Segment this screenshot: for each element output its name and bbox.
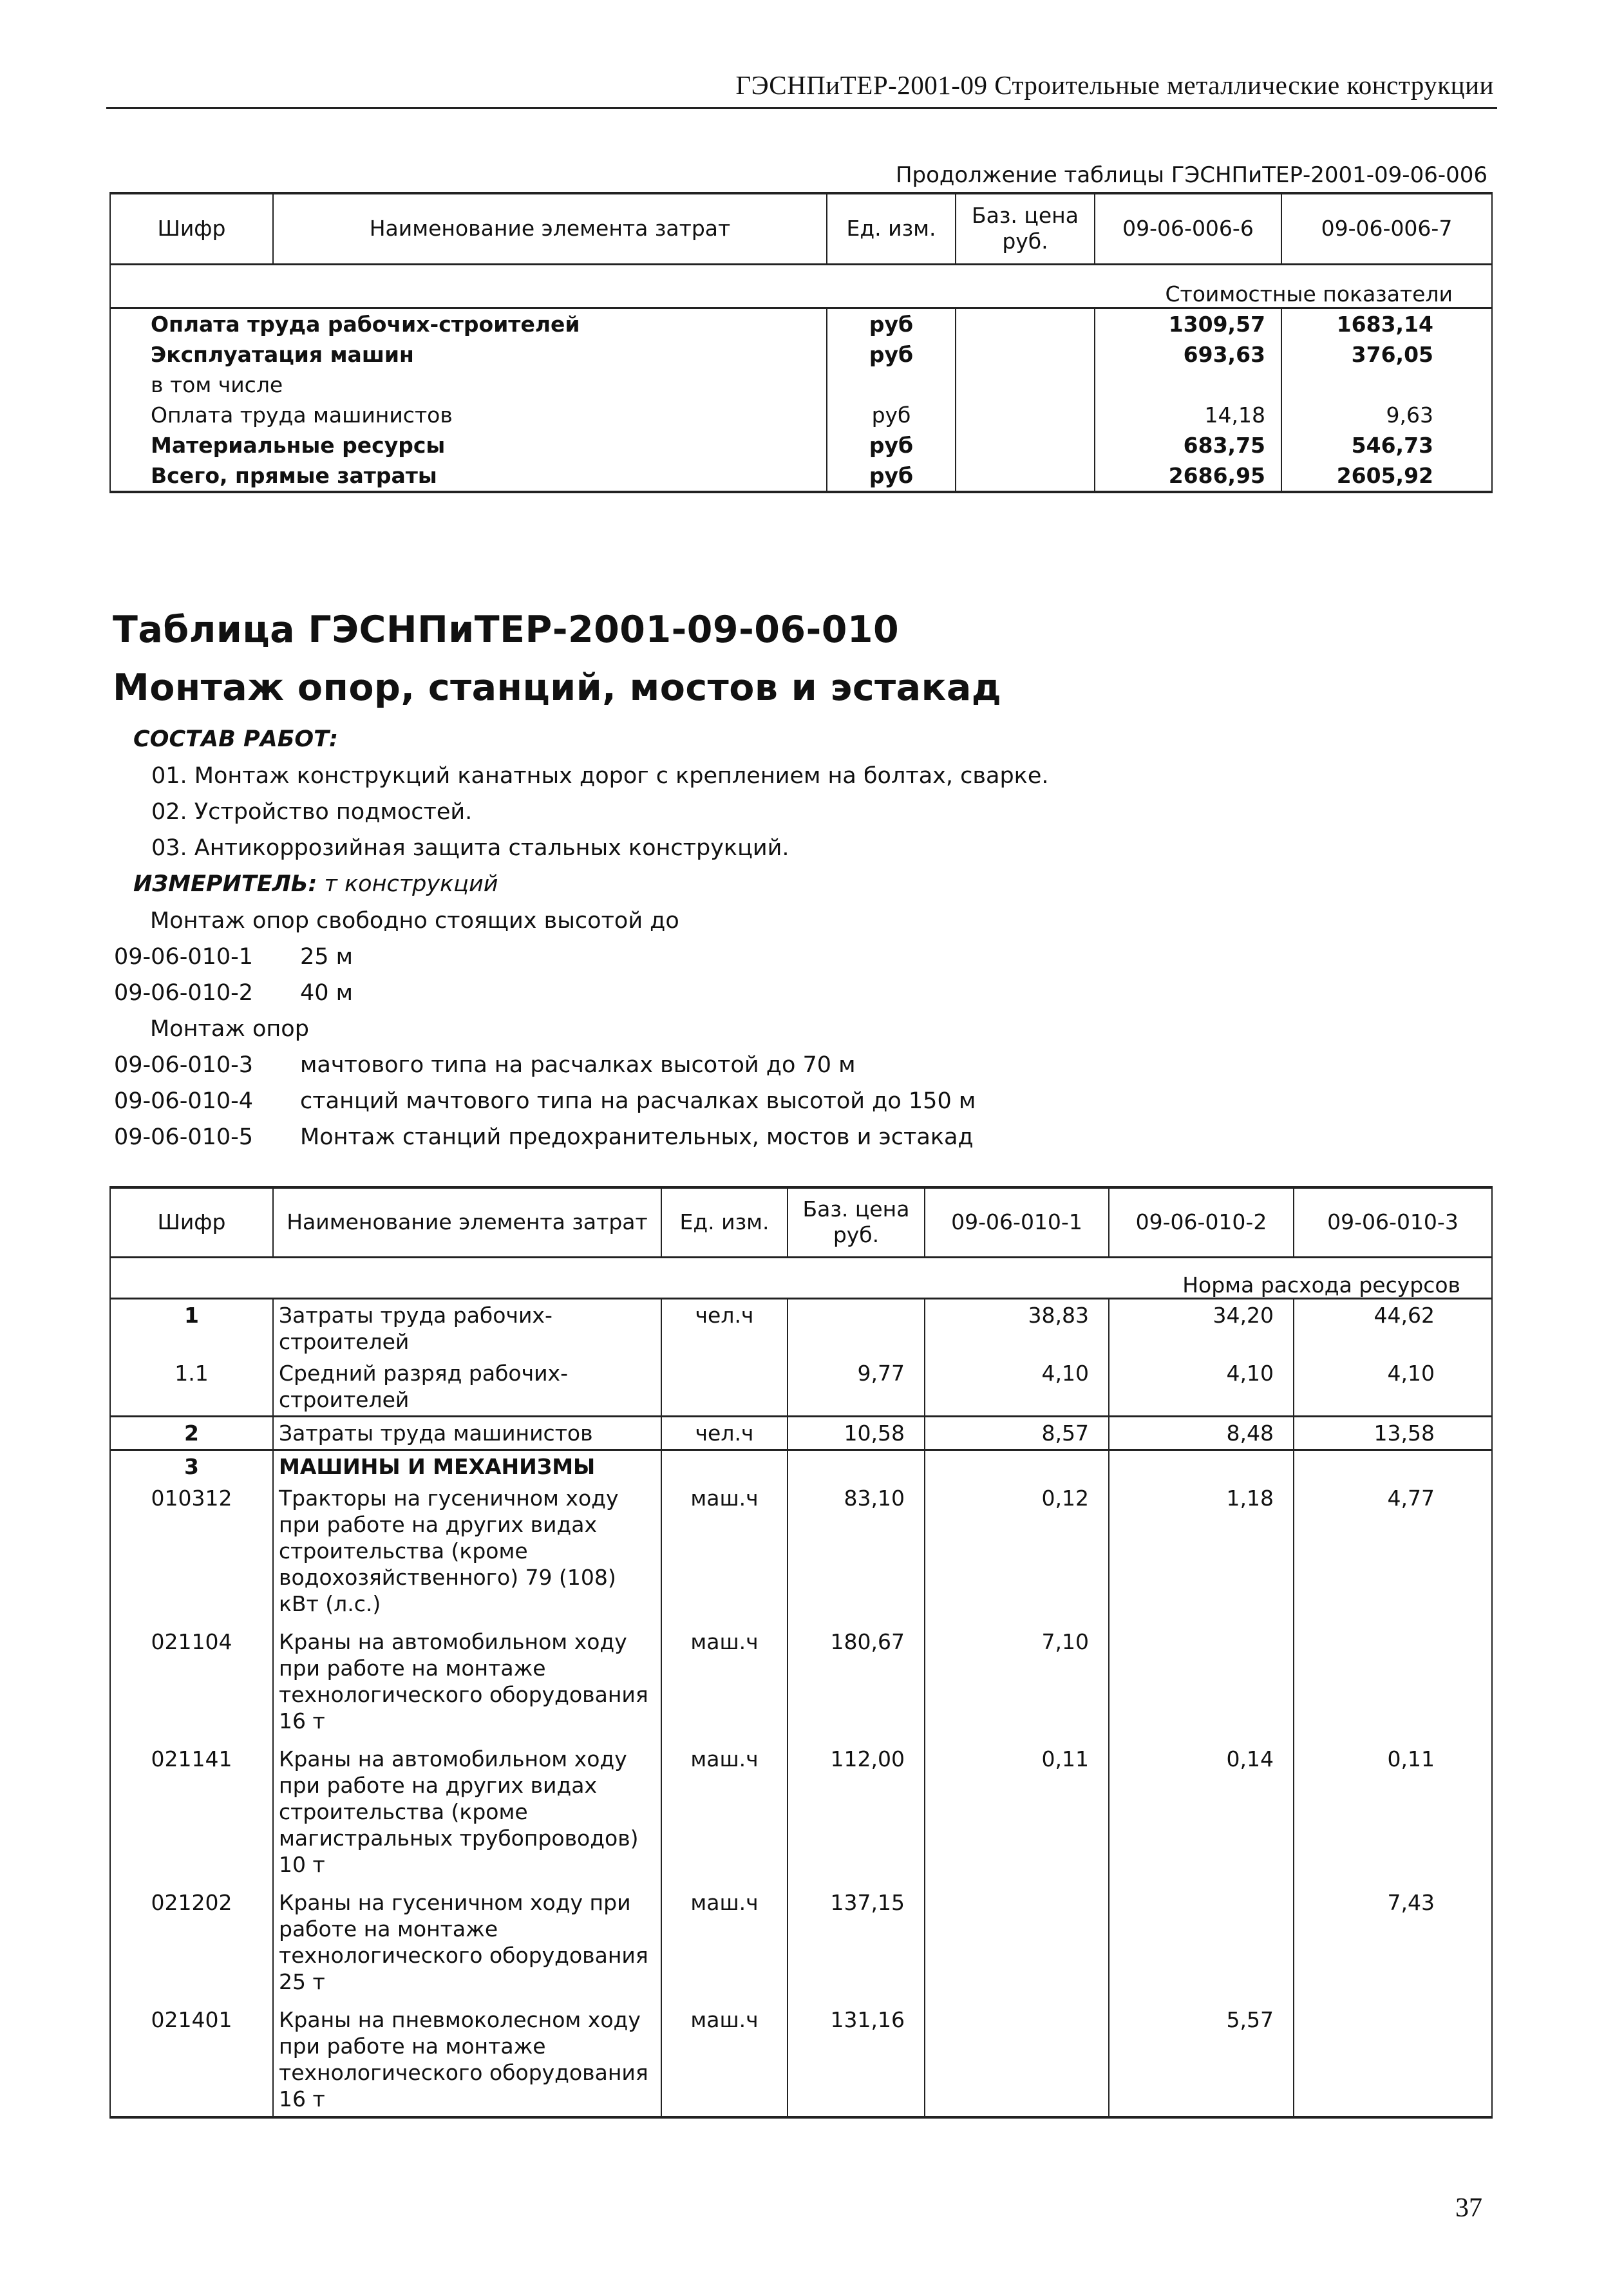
row-v1: 2686,95	[1095, 460, 1281, 492]
table2-col-name: Наименование элемента затрат	[273, 1187, 661, 1257]
row-name: в том числе	[110, 370, 827, 400]
row-unit: чел.ч	[661, 1416, 788, 1450]
row-code: 021202	[110, 1887, 273, 2004]
table-row	[110, 460, 1492, 492]
table1-band-row	[110, 264, 1492, 308]
row-price	[956, 400, 1095, 430]
table-row	[110, 308, 1492, 339]
row-unit: маш.ч	[661, 1743, 788, 1887]
row-price	[956, 430, 1095, 460]
row-v1	[925, 2004, 1109, 2117]
row-price: 112,00	[788, 1743, 925, 1887]
row-code: 1	[110, 1298, 273, 1357]
row-name: Краны на автомобильном ходу при работе на монтаже технологического оборудования 16 т	[273, 1626, 661, 1743]
table2-col-price: Баз. цена руб.	[788, 1187, 925, 1257]
row-unit: чел.ч	[661, 1298, 788, 1357]
work-heading: СОСТАВ РАБОТ:	[133, 726, 338, 752]
row-unit	[827, 370, 956, 400]
code-label: 09-06-010-5	[114, 1124, 254, 1150]
row-v2: 34,20	[1109, 1298, 1294, 1357]
row-price: 83,10	[788, 1482, 925, 1626]
table1-band-label: Стоимостные показатели	[110, 264, 1492, 308]
row-v1: 14,18	[1095, 400, 1281, 430]
row-unit: руб	[827, 400, 956, 430]
row-v3: 44,62	[1294, 1298, 1492, 1357]
row-v3: 4,10	[1294, 1357, 1492, 1417]
row-unit: маш.ч	[661, 1626, 788, 1743]
row-unit: руб	[827, 308, 956, 339]
row-unit	[661, 1450, 788, 1482]
table-row	[110, 1482, 1492, 1626]
row-name: Эксплуатация машин	[110, 339, 827, 370]
work-item-1: 01. Монтаж конструкций канатных дорог с креплением на болтах, сварке.	[151, 763, 1049, 789]
code-label: 09-06-010-3	[114, 1052, 254, 1078]
row-v1	[925, 1450, 1109, 1482]
running-header: ГЭСНПиТЕР-2001-09 Строительные металлические конструкции	[735, 70, 1494, 100]
row-unit: руб	[827, 339, 956, 370]
table2-col-v2: 09-06-010-2	[1109, 1187, 1294, 1257]
group-heading-2: Монтаж опор	[150, 1016, 309, 1042]
table-subtitle: Монтаж опор, станций, мостов и эстакад	[113, 666, 1002, 709]
code-label: 09-06-010-2	[114, 980, 254, 1006]
row-price	[788, 1450, 925, 1482]
row-v1	[1095, 370, 1281, 400]
table1-col-price: Баз. цена руб.	[956, 193, 1095, 264]
row-v1: 0,12	[925, 1482, 1109, 1626]
row-v2	[1109, 1887, 1294, 2004]
work-item-2: 02. Устройство подмостей.	[151, 799, 473, 825]
row-name: Материальные ресурсы	[110, 430, 827, 460]
row-name: Краны на пневмоколесном ходу при работе на монтаже технологического оборудования 16 т	[273, 2004, 661, 2117]
code-description: Монтаж станций предохранительных, мостов и эстакад	[300, 1124, 974, 1150]
row-v2: 1683,14	[1281, 308, 1492, 339]
row-name: Затраты труда рабочих-строителей	[273, 1298, 661, 1357]
row-name: Оплата труда рабочих-строителей	[110, 308, 827, 339]
row-price	[956, 370, 1095, 400]
row-price	[956, 308, 1095, 339]
row-code: 021104	[110, 1626, 273, 1743]
row-v3	[1294, 1626, 1492, 1743]
table-row	[110, 1887, 1492, 2004]
row-v2: 2605,92	[1281, 460, 1492, 492]
row-name: Краны на автомобильном ходу при работе на других видах строительства (кроме магистральных трубопроводов) 10 т	[273, 1743, 661, 1887]
row-name: Краны на гусеничном ходу при работе на монтаже технологического оборудования 25 т	[273, 1887, 661, 2004]
table1-col-v1: 09-06-006-6	[1095, 193, 1281, 264]
row-name: Затраты труда машинистов	[273, 1416, 661, 1450]
table-row	[110, 2004, 1492, 2117]
row-v1	[925, 1887, 1109, 2004]
code-description: станций мачтового типа на расчалках высотой до 150 м	[300, 1088, 976, 1114]
code-description: мачтового типа на расчалках высотой до 70 м	[300, 1052, 856, 1078]
table-row	[110, 1357, 1492, 1417]
row-v2	[1109, 1626, 1294, 1743]
table-row	[110, 1743, 1492, 1887]
row-v2: 5,57	[1109, 2004, 1294, 2117]
row-code: 1.1	[110, 1357, 273, 1417]
row-code: 021401	[110, 2004, 273, 2117]
row-v3	[1294, 2004, 1492, 2117]
table-row	[110, 400, 1492, 430]
row-name: Оплата труда машинистов	[110, 400, 827, 430]
row-code: 010312	[110, 1482, 273, 1626]
table1-col-name: Наименование элемента затрат	[273, 193, 827, 264]
code-description: 40 м	[300, 980, 354, 1006]
row-name: Тракторы на гусеничном ходу при работе на других видах строительства (кроме водохозяйственного) 79 (108) кВт (л.с.)	[273, 1482, 661, 1626]
row-price	[956, 460, 1095, 492]
row-code: 3	[110, 1450, 273, 1482]
row-name: Средний разряд рабочих-строителей	[273, 1357, 661, 1417]
table2-col-v1: 09-06-010-1	[925, 1187, 1109, 1257]
code-description: 25 м	[300, 944, 354, 970]
row-name: Всего, прямые затраты	[110, 460, 827, 492]
row-v2: 546,73	[1281, 430, 1492, 460]
row-v2	[1109, 1450, 1294, 1482]
row-unit: руб	[827, 460, 956, 492]
row-v1: 8,57	[925, 1416, 1109, 1450]
row-price	[788, 1298, 925, 1357]
row-unit: маш.ч	[661, 1887, 788, 2004]
page-number: 37	[1455, 2193, 1482, 2223]
row-v3: 13,58	[1294, 1416, 1492, 1450]
row-price: 9,77	[788, 1357, 925, 1417]
row-unit: маш.ч	[661, 1482, 788, 1626]
code-label: 09-06-010-1	[114, 944, 254, 970]
table2	[109, 1186, 1493, 2119]
row-v2: 8,48	[1109, 1416, 1294, 1450]
group-heading-1: Монтаж опор свободно стоящих высотой до	[150, 908, 679, 934]
row-v1: 38,83	[925, 1298, 1109, 1357]
row-name: МАШИНЫ И МЕХАНИЗМЫ	[273, 1450, 661, 1482]
table2-band-row	[110, 1257, 1492, 1298]
table-row	[110, 1626, 1492, 1743]
table2-col-v3: 09-06-010-3	[1294, 1187, 1492, 1257]
table2-col-unit: Ед. изм.	[661, 1187, 788, 1257]
measure-value: т конструкций	[324, 871, 498, 897]
table1-col-unit: Ед. изм.	[827, 193, 956, 264]
table-row	[110, 1450, 1492, 1482]
row-v2: 0,14	[1109, 1743, 1294, 1887]
row-unit	[661, 1357, 788, 1417]
table1-col-v2: 09-06-006-7	[1281, 193, 1492, 264]
row-code: 2	[110, 1416, 273, 1450]
row-v1: 7,10	[925, 1626, 1109, 1743]
row-unit: руб	[827, 430, 956, 460]
row-v1: 4,10	[925, 1357, 1109, 1417]
row-v1: 693,63	[1095, 339, 1281, 370]
code-label: 09-06-010-4	[114, 1088, 254, 1114]
row-v2: 9,63	[1281, 400, 1492, 430]
work-item-3: 03. Антикоррозийная защита стальных конструкций.	[151, 835, 789, 861]
row-price: 131,16	[788, 2004, 925, 2117]
row-price: 137,15	[788, 1887, 925, 2004]
table-row	[110, 1416, 1492, 1450]
row-v2	[1281, 370, 1492, 400]
table2-header-row	[110, 1187, 1492, 1257]
row-code: 021141	[110, 1743, 273, 1887]
row-v1: 1309,57	[1095, 308, 1281, 339]
table-row	[110, 339, 1492, 370]
row-v3: 7,43	[1294, 1887, 1492, 2004]
table-row	[110, 430, 1492, 460]
row-v2: 4,10	[1109, 1357, 1294, 1417]
row-v2: 1,18	[1109, 1482, 1294, 1626]
measure-label: ИЗМЕРИТЕЛЬ:	[133, 871, 317, 897]
header-rule	[106, 107, 1497, 109]
row-v1: 0,11	[925, 1743, 1109, 1887]
row-unit: маш.ч	[661, 2004, 788, 2117]
row-v3	[1294, 1450, 1492, 1482]
table-row	[110, 1298, 1492, 1357]
table1	[109, 192, 1493, 493]
row-v2: 376,05	[1281, 339, 1492, 370]
table-row	[110, 370, 1492, 400]
table-title: Таблица ГЭСНПиТЕР-2001-09-06-010	[113, 609, 900, 651]
row-price	[956, 339, 1095, 370]
row-price: 10,58	[788, 1416, 925, 1450]
row-v3: 4,77	[1294, 1482, 1492, 1626]
table1-caption: Продолжение таблицы ГЭСНПиТЕР-2001-09-06-006	[895, 162, 1487, 188]
measure-line	[133, 871, 498, 897]
table2-col-code: Шифр	[110, 1187, 273, 1257]
table1-header-row	[110, 193, 1492, 264]
row-price: 180,67	[788, 1626, 925, 1743]
table1-col-code: Шифр	[110, 193, 273, 264]
table2-band-label: Норма расхода ресурсов	[110, 1257, 1492, 1298]
row-v1: 683,75	[1095, 430, 1281, 460]
row-v3: 0,11	[1294, 1743, 1492, 1887]
